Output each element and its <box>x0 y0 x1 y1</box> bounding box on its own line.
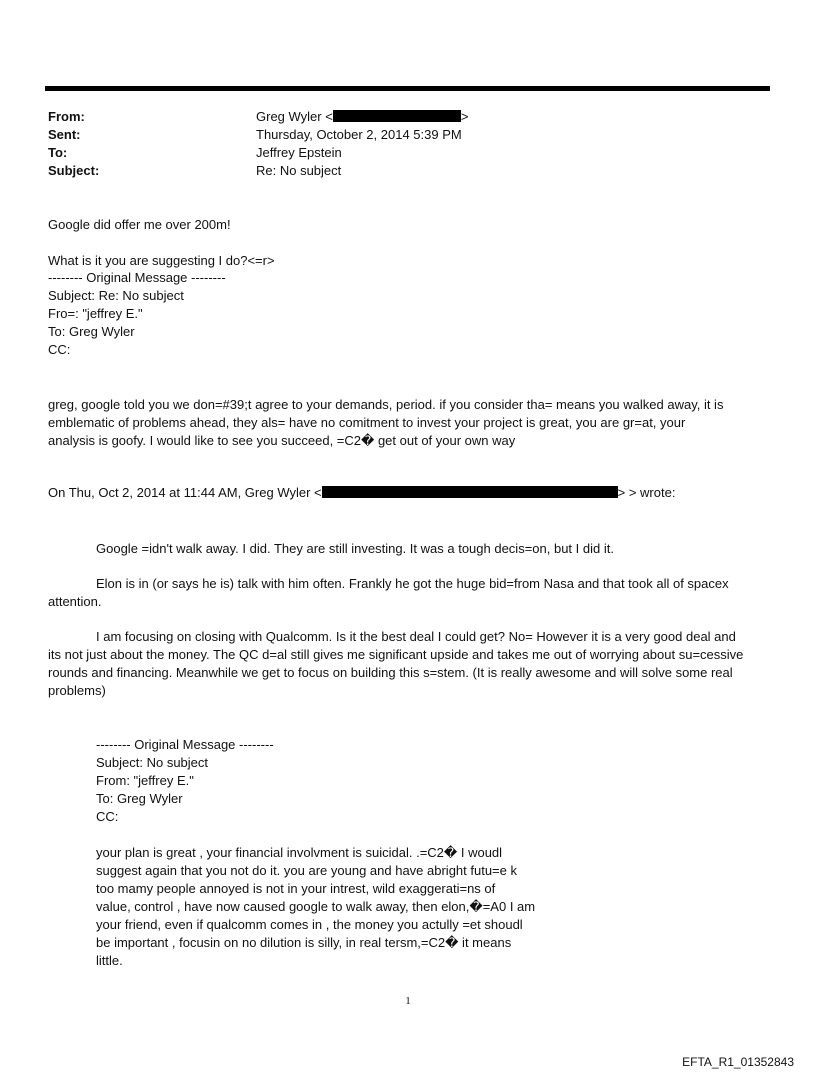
original-2-from: From: "jeffrey E." <box>96 773 194 788</box>
original-subject: Subject: Re: No subject <box>48 288 184 303</box>
greg-paragraph-3-line: problems) <box>48 683 106 698</box>
wrote-line <box>48 484 675 502</box>
original-from: Fro=: "jeffrey E." <box>48 306 143 321</box>
bates-number: EFTA_R1_01352843 <box>682 1055 794 1069</box>
greg-paragraph-1: Google =idn't walk away. I did. They are still investing. It was a tough decis=on, but I did it. <box>96 541 614 556</box>
original-2-body-line: too mamy people annoyed is not in your intrest, wild exaggerati=ns of <box>96 881 496 896</box>
from-value <box>256 108 468 126</box>
to-value: Jeffrey Epstein <box>256 145 342 160</box>
jeffrey-message-line: analysis is goofy. I would like to see you succeed, =C2� get out of your own way <box>48 433 516 448</box>
redaction-bar <box>333 110 461 122</box>
original-2-body-line: be important , focusin on no dilution is silly, in real tersm,=C2� it means <box>96 935 512 950</box>
greg-paragraph-3-line: rounds and financing. Meanwhile we get to focus on building this s=stem. (It is really awesome and will solve some real <box>48 665 733 680</box>
header-rule <box>45 86 770 91</box>
from-label: From: <box>48 109 85 124</box>
sent-label: Sent: <box>48 127 81 142</box>
subject-label: Subject: <box>48 163 100 178</box>
jeffrey-message-line: emblematic of problems ahead, they als= have no comitment to invest your project is great, you are gr=at, your <box>48 415 686 430</box>
original-2-body-line: your friend, even if qualcomm comes in , the money you actully =et shoudl <box>96 917 523 932</box>
greg-paragraph-3-line: I am focusing on closing with Qualcomm. Is it the best deal I could get? No= However it is a very good deal and <box>96 629 736 644</box>
reply-line-2: What is it you are suggesting I do?<=r> <box>48 253 275 268</box>
reply-line-1: Google did offer me over 200m! <box>48 217 231 232</box>
original-2-to: To: Greg Wyler <box>96 791 183 806</box>
original-message-2-separator: -------- Original Message -------- <box>96 737 274 752</box>
wrote-suffix: > > wrote: <box>617 485 676 500</box>
redaction-bar <box>322 486 618 498</box>
original-2-body-line: value, control , have now caused google to walk away, then elon,�=A0 I am <box>96 899 536 914</box>
wrote-prefix: On Thu, Oct 2, 2014 at 11:44 AM, Greg Wyler < <box>48 485 322 500</box>
greg-paragraph-2-line: Elon is in (or says he is) talk with him often. Frankly he got the huge bid=from Nasa and that took all of spacex <box>96 576 729 591</box>
subject-value: Re: No subject <box>256 163 342 178</box>
original-2-subject: Subject: No subject <box>96 755 209 770</box>
original-to: To: Greg Wyler <box>48 324 135 339</box>
jeffrey-message-line: greg, google told you we don=#39;t agree to your demands, period. if you consider tha= means you walked away, it is <box>48 397 724 412</box>
original-2-body-line: suggest again that you not do it. you are young and have abright futu=e k <box>96 863 517 878</box>
from-end: > <box>460 109 469 124</box>
original-2-cc: CC: <box>96 809 119 824</box>
original-2-body-line: little. <box>96 953 123 968</box>
from-name: Greg Wyler < <box>256 109 333 124</box>
page-number: 1 <box>405 995 411 1007</box>
original-2-body-line: your plan is great , your financial involvment is suicidal. .=C2� I woudl <box>96 845 503 860</box>
sent-value: Thursday, October 2, 2014 5:39 PM <box>256 127 462 142</box>
to-label: To: <box>48 145 68 160</box>
greg-paragraph-2-line: attention. <box>48 594 102 609</box>
original-cc: CC: <box>48 342 71 357</box>
original-message-separator: -------- Original Message -------- <box>48 270 226 285</box>
greg-paragraph-3-line: its not just about the money. The QC d=al still gives me significant upside and takes me out of worrying about su=cessive <box>48 647 744 662</box>
